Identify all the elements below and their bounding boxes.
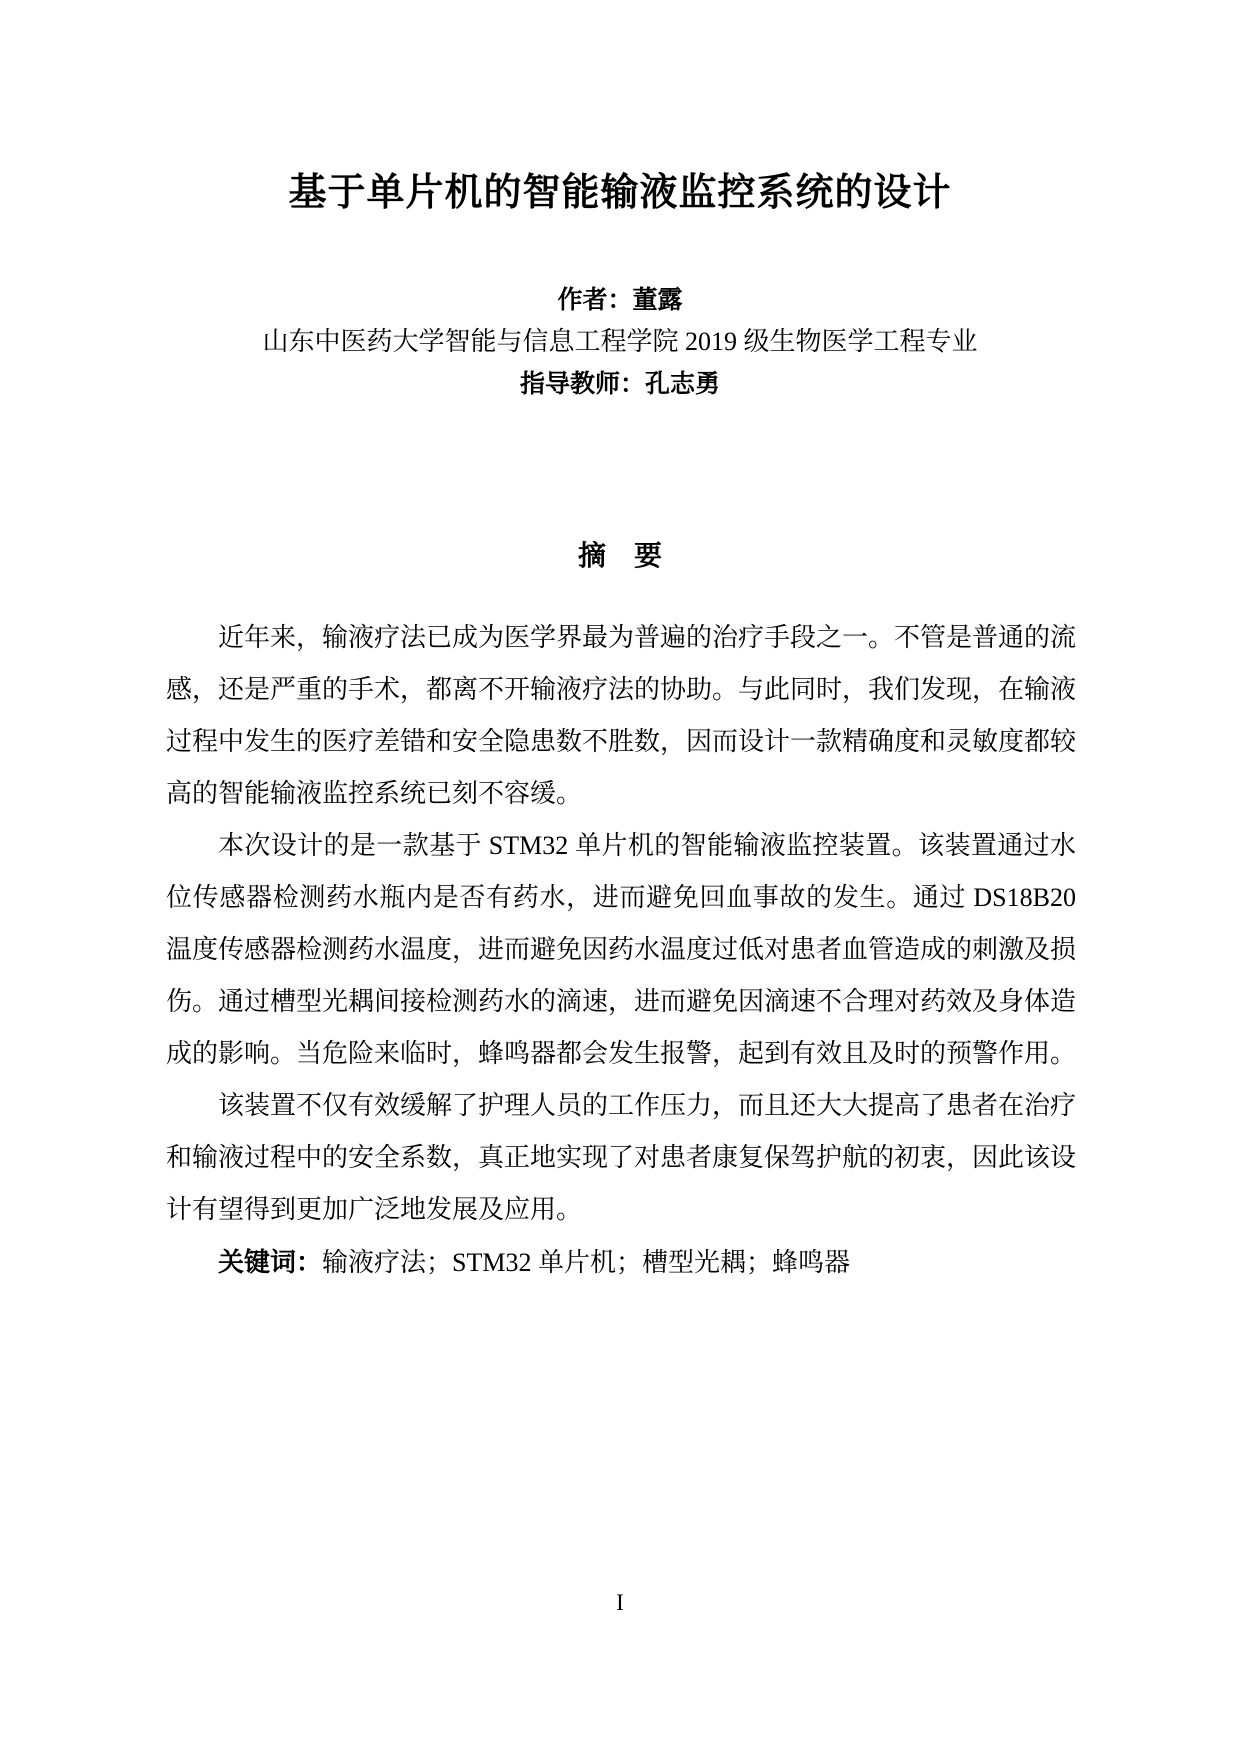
keywords-text: 输液疗法；STM32 单片机；槽型光耦；蜂鸣器 <box>322 1248 850 1277</box>
abstract-paragraph-1: 近年来，输液疗法已成为医学界最为普遍的治疗手段之一。不管是普通的流感，还是严重的手术，都离不开输液疗法的协助。与此同时，我们发现，在输液过程中发生的医疗差错和安全隐患数不胜数，因而设计一款精确度和灵敏度都较高的智能输液监控系统已刻不容缓。 <box>166 623 1077 808</box>
abstract-heading: 摘 要 <box>577 540 662 571</box>
document-title: 基于单片机的智能输液监控系统的设计 <box>288 172 952 214</box>
abstract-body <box>166 612 1076 1289</box>
keywords-label: 关键词： <box>218 1247 323 1277</box>
author-line: 作者：董露 <box>557 286 683 314</box>
abstract-paragraph-3: 该装置不仅有效缓解了护理人员的工作压力，而且还大大提高了患者在治疗和输液过程中的安全系数，真正地实现了对患者康复保驾护航的初衷，因此该设计有望得到更加广泛地发展及应用。 <box>166 1091 1077 1224</box>
page-number: I <box>616 1590 624 1615</box>
keywords-line <box>166 1236 1076 1289</box>
affiliation-line: 山东中医药大学智能与信息工程学院 2019 级生物医学工程专业 <box>262 327 978 356</box>
abstract-paragraph-2: 本次设计的是一款基于 STM32 单片机的智能输液监控装置。该装置通过水位传感器检测药水瓶内是否有药水，进而避免回血事故的发生。通过 DS18B20 温度传感器检测药水温度，进而避免因药水温度过低对患者血管造成的刺激及损伤。通过槽型光耦间接检测药水的滴速，进而避免因滴速不合理对药效及身体造成的影响。当危险来临时，蜂鸣器都会发生报警，起到有效且及时的预警作用。 <box>166 831 1077 1068</box>
advisor-line: 指导教师：孔志勇 <box>519 370 720 398</box>
